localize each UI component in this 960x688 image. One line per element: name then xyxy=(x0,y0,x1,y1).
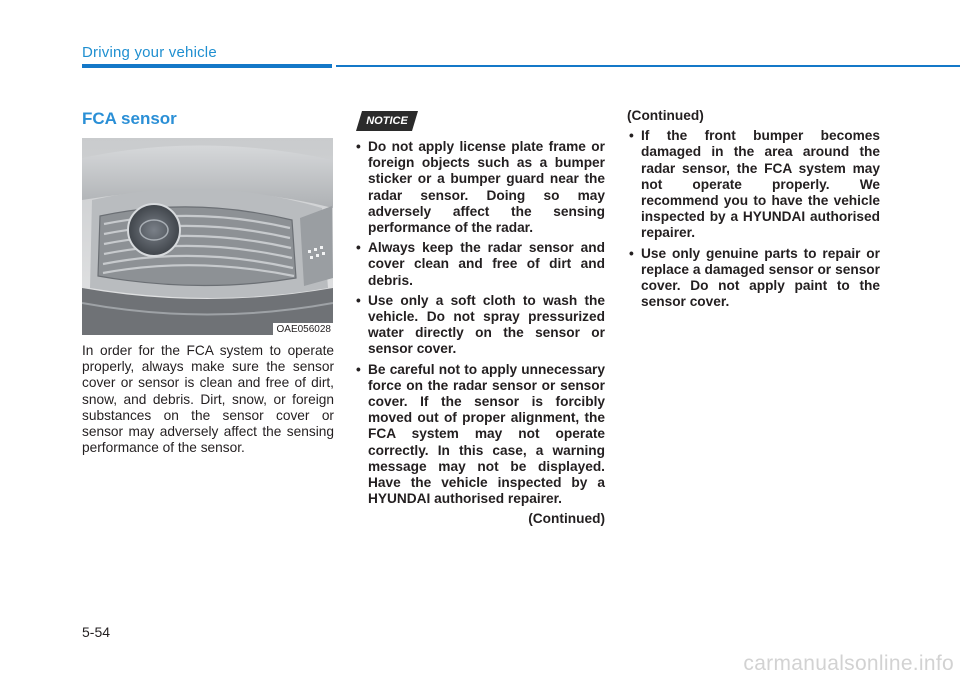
notice-continued-column xyxy=(627,108,880,314)
notice-item-text: Be careful not to apply unnecessary force on the radar sensor or sensor cover. If the sensor is forcibly moved out of proper alignment, the FCA system may not operate correctly. In this case, a warning message may not be displayed. Have the vehicle inspected by a HYUNDAI authorised repairer. xyxy=(368,361,605,507)
bullet-glyph: • xyxy=(356,240,361,256)
page-heading: FCA sensor xyxy=(82,109,177,128)
page-number: 5-54 xyxy=(82,624,111,640)
notice-item-text: Use only a soft cloth to wash the vehicle. Do not spray pressurized water directly on the sensor or sensor cover. xyxy=(368,292,605,357)
header-rule-accent xyxy=(82,64,332,68)
continued-heading: (Continued) xyxy=(627,108,704,123)
notice-badge-label: NOTICE xyxy=(366,115,408,127)
notice-column xyxy=(354,139,605,528)
notice-item-text: If the front bumper becomes damaged in the area around the radar sensor, the FCA system may not operate properly. We recommend you to have the vehicle inspected by a HYUNDAI authorised repairer. xyxy=(641,128,880,241)
notice-item xyxy=(354,139,605,236)
notice-item-text: Always keep the radar sensor and cover clean and free of dirt and debris. xyxy=(368,240,605,288)
bullet-glyph: • xyxy=(356,139,361,154)
car-front-illustration xyxy=(82,138,333,335)
bullet-glyph: • xyxy=(629,245,634,261)
continued-label: (Continued) xyxy=(528,511,605,527)
figure-label: OAE056028 xyxy=(273,323,334,335)
watermark: carmanualsonline.info xyxy=(743,652,954,675)
notice-item xyxy=(354,240,605,289)
header-rule xyxy=(336,65,960,67)
notice-item-text: Do not apply license plate frame or foreign objects such as a bumper sticker or a bumper guard near the radar sensor. Doing so may adversely affect the sensing performance of the radar. xyxy=(368,139,605,236)
notice-item xyxy=(354,293,605,358)
notice-badge xyxy=(356,111,418,131)
notice-item xyxy=(627,128,880,241)
notice-item-text: Use only genuine parts to repair or replace a damaged sensor or sensor cover. Do not apply paint to the sensor cover. xyxy=(641,245,880,310)
bullet-glyph: • xyxy=(356,361,361,377)
notice-item xyxy=(354,362,605,508)
bullet-glyph: • xyxy=(356,292,361,308)
notice-list-continued xyxy=(627,128,880,310)
section-title: Driving your vehicle xyxy=(82,44,217,61)
body-paragraph: In order for the FCA system to operate properly, always make sure the sensor cover or sensor is clean and free of dirt, snow, and debris. Dirt, snow, or foreign substances on the sensor cover or sensor may adversely affect the sensing performance of the sensor. xyxy=(82,343,334,456)
notice-item xyxy=(627,246,880,311)
bullet-glyph: • xyxy=(629,128,634,144)
notice-list xyxy=(354,139,605,507)
car-front-figure xyxy=(82,138,333,335)
